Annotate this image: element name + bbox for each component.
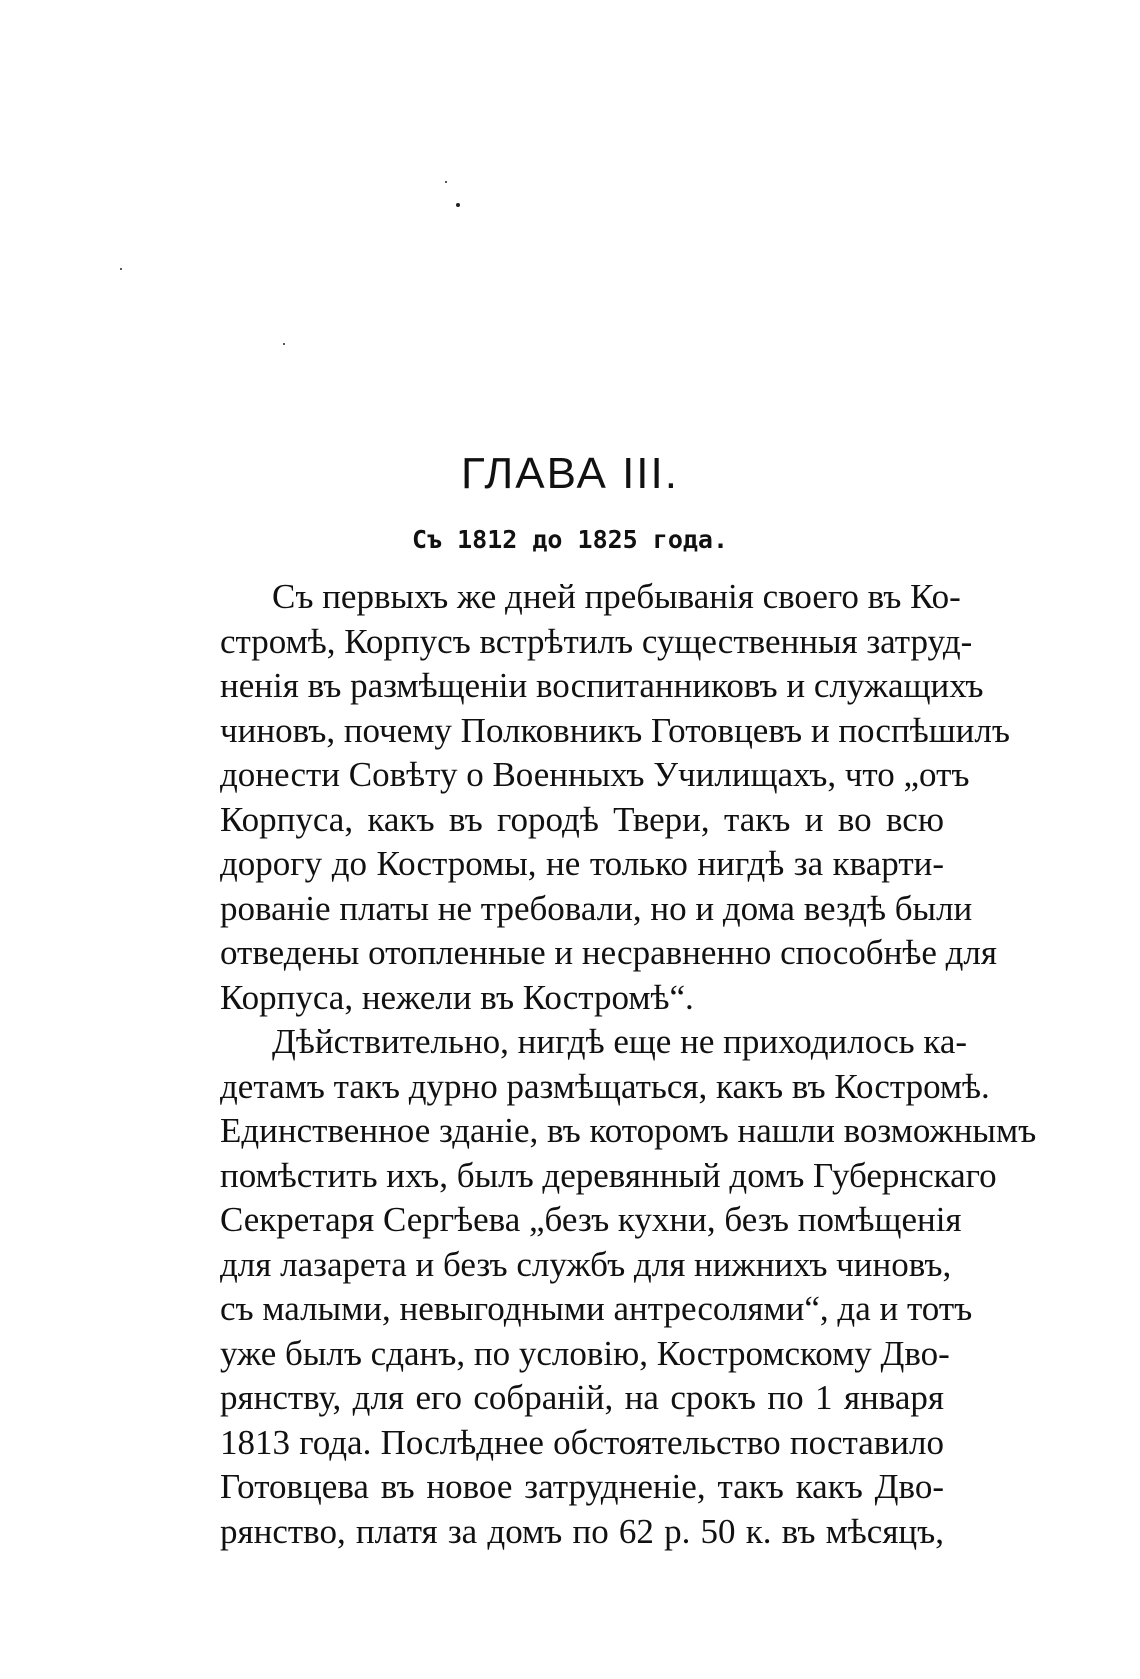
text-line: Дѣйствительно, нигдѣ еще не приходилось ка- <box>272 1022 968 1061</box>
text-line: 1813 года. Послѣднее обстоятельство поставило <box>220 1422 944 1462</box>
text-line: донести Совѣту о Военныхъ Училищахъ, что „отъ <box>220 755 970 794</box>
scan-speck <box>120 268 122 270</box>
scan-speck <box>456 203 460 207</box>
chapter-subtitle: Съ 1812 до 1825 года. <box>411 525 729 554</box>
text-line: рянству, для его собраній, на срокъ по 1 января <box>220 1378 944 1417</box>
body-text <box>220 575 1037 1554</box>
text-line: Корпуса, нежели въ Костромѣ“. <box>220 977 694 1017</box>
scan-speck <box>445 181 447 183</box>
text-line: дорогу до Костромы, не только нигдѣ за кварти- <box>220 844 944 883</box>
text-line: Единственное зданіе, въ которомъ нашли возможнымъ <box>220 1111 1037 1150</box>
paragraph <box>220 575 1010 1020</box>
text-line: отведены отопленные и несравненно способнѣе для <box>220 933 997 972</box>
text-line: ненія въ размѣщеніи воспитанниковъ и служащихъ <box>220 666 984 705</box>
scan-speck <box>283 343 285 345</box>
paragraph <box>220 1020 1037 1554</box>
text-line: для лазарета и безъ службъ для нижнихъ чиновъ, <box>220 1244 952 1284</box>
text-line: помѣстить ихъ, былъ деревянный домъ Губернскаго <box>220 1155 997 1195</box>
text-line: съ малыми, невыгодными антресолями“, да и тотъ <box>220 1289 973 1328</box>
text-line: стромѣ, Корпусъ встрѣтилъ существенныя затруд- <box>220 621 973 661</box>
text-line: рянство, платя за домъ по 62 р. 50 к. въ мѣсяцъ, <box>220 1511 944 1551</box>
text-line: Секретаря Сергѣева „безъ кухни, безъ помѣщенія <box>220 1200 962 1239</box>
text-line: Корпуса, какъ въ городѣ Твери, такъ и во всю <box>220 799 944 839</box>
text-line: рованіе платы не требовали, но и дома вездѣ были <box>220 888 973 928</box>
text-line: Готовцева въ новое затрудненіе, такъ какъ Дво- <box>220 1467 944 1506</box>
text-line: Съ первыхъ же дней пребыванія своего въ Ко- <box>272 577 961 616</box>
text-line: детамъ такъ дурно размѣщаться, какъ въ Костромѣ. <box>220 1066 990 1106</box>
chapter-title: ГЛАВА III. <box>461 449 679 498</box>
text-line: уже былъ сданъ, по условію, Костромскому Дво- <box>220 1333 950 1373</box>
text-line: чиновъ, почему Полковникъ Готовцевъ и поспѣшилъ <box>220 710 1010 750</box>
